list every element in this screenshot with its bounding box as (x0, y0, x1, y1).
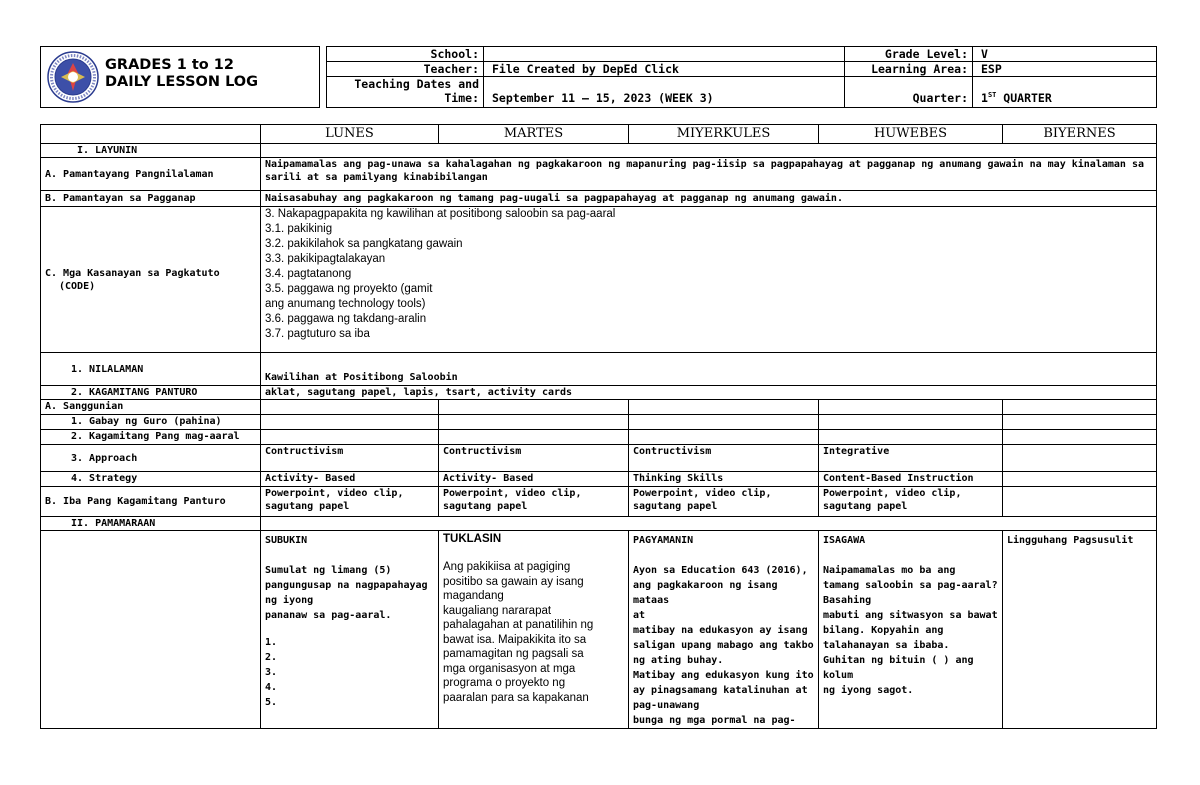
approach-miyerkules: Contructivism (629, 445, 819, 472)
approach-row (41, 445, 1157, 472)
pamamaraan-lunes (261, 531, 439, 729)
kasanayan-value: 3. Nakapagpapakita ng kawilihan at positibong saloobin sa pag-aaral 3.1. pakikinig 3.2. pakikilahok sa pangkatang gawain 3.3. pakikipagtalakayan 3.4. pagtatanong 3.5. paggawa ng proyekto (gamit ang anumang technology tools) 3.6. paggawa ng takdang-aralin 3.7. pagtuturo sa iba (261, 207, 1157, 353)
day-biyernes: BIYERNES (1003, 125, 1157, 144)
layunin-label: I. LAYUNIN (41, 144, 261, 158)
iba-pang-kagamitan-row (41, 487, 1157, 517)
pamamaraan-martes (439, 531, 629, 729)
iba-miyerkules: Powerpoint, video clip, sagutang papel (629, 487, 819, 517)
iba-lunes: Powerpoint, video clip, sagutang papel (261, 487, 439, 517)
pamamaraan-row (41, 517, 1157, 531)
strategy-lunes: Activity- Based (261, 472, 439, 487)
teacher-value: File Created by DepEd Click (484, 62, 845, 77)
quarter-label: Quarter: (845, 77, 973, 108)
quarter-value: 1ST QUARTER (973, 77, 1157, 108)
pamantayang-pangnilalaman-label: A. Pamantayang Pangnilalaman (41, 158, 261, 191)
isagawa-title: ISAGAWA (823, 535, 866, 546)
kagamitan-label: 2. KAGAMITANG PANTURO (41, 386, 261, 400)
pamantayang-pangnilalaman-value: Naipamamalas ang pag-unawa sa kahalagahan ng pagkakaroon ng mapanuring pag-iisip sa pagpapahayag at pagganap ng anumang gawain na may kinalaman sa sarili at sa pamilyang kinabibilangan (261, 158, 1157, 191)
pamamaraan-huwebes (819, 531, 1003, 729)
strategy-biyernes (1003, 472, 1157, 487)
iba-martes: Powerpoint, video clip, sagutang papel (439, 487, 629, 517)
strategy-label: 4. Strategy (41, 472, 261, 487)
pamamaraan-label: II. PAMAMARAAN (41, 517, 261, 531)
pamantayang-pangnilalaman-row (41, 158, 1157, 191)
iba-pang-kagamitan-label: B. Iba Pang Kagamitang Panturo (41, 487, 261, 517)
learning-area-value: ESP (973, 62, 1157, 77)
pamamaraan-content-row (41, 531, 1157, 729)
approach-martes: Contructivism (439, 445, 629, 472)
pamantayan-pagganap-row (41, 191, 1157, 207)
strategy-huwebes: Content-Based Instruction (819, 472, 1003, 487)
subukin-numbers: 1. 2. 3. 4. 5. (265, 637, 278, 708)
layunin-row (41, 144, 1157, 158)
lesson-log-table (40, 124, 1157, 729)
teacher-label: Teacher: (327, 62, 484, 77)
approach-biyernes (1003, 445, 1157, 472)
approach-lunes: Contructivism (261, 445, 439, 472)
sanggunian-label: A. Sanggunian (41, 400, 261, 415)
kagamitang-pang-row (41, 430, 1157, 445)
grade-level-label: Grade Level: (845, 47, 973, 62)
strategy-miyerkules: Thinking Skills (629, 472, 819, 487)
sanggunian-row (41, 400, 1157, 415)
strategy-row (41, 472, 1157, 487)
day-header-row (41, 125, 1157, 144)
gabay-row (41, 415, 1157, 430)
lingguhang-pagsusulit-title: Lingguhang Pagsusulit (1007, 535, 1134, 546)
kagamitang-pang-label: 2. Kagamitang Pang mag-aaral (41, 430, 261, 445)
strategy-martes: Activity- Based (439, 472, 629, 487)
teaching-dates-value: September 11 – 15, 2023 (WEEK 3) (484, 77, 845, 108)
header-info-table (326, 46, 1157, 108)
tuklasin-title: TUKLASIN (443, 533, 502, 545)
iba-biyernes (1003, 487, 1157, 517)
tuklasin-text: Ang pakikiisa at pagiging positibo sa gawain ay isang magandang kaugaliang nararapat pahalagahan at panatilihin ng bawat isa. Maipakikita ito sa pamamagitan ng pagsali sa mga organisasyon at mga programa o proyekto ng paaralan para sa kapakanan (443, 561, 594, 704)
day-miyerkules: MIYERKULES (629, 125, 819, 144)
nilalaman-row (41, 353, 1157, 386)
kasanayan-label: C. Mga Kasanayan sa Pagkatuto (CODE) (41, 207, 261, 353)
blank-header-cell (41, 125, 261, 144)
pagyamanin-title: PAGYAMANIN (633, 535, 694, 546)
school-value (484, 47, 845, 62)
pamamaraan-biyernes (1003, 531, 1157, 729)
gabay-label: 1. Gabay ng Guro (pahina) (41, 415, 261, 430)
title-line-2: DAILY LESSON LOG (105, 74, 259, 90)
isagawa-text: Naipamamalas mo ba ang tamang saloobin sa pag-aaral? Basahing mabuti ang sitwasyon sa bawat bilang. Kopyahin ang talahanayan sa ibaba. Guhitan ng bituin ( ) ang kolum ng iyong sagot. (823, 565, 998, 696)
nilalaman-value: Kawilihan at Positibong Saloobin (261, 353, 1157, 386)
day-huwebes: HUWEBES (819, 125, 1003, 144)
kasanayan-row (41, 207, 1157, 353)
pamantayan-pagganap-label: B. Pamantayan sa Pagganap (41, 191, 261, 207)
grade-level-value: V (973, 47, 1157, 62)
deped-seal-icon (47, 51, 99, 103)
kagamitan-value: aklat, sagutang papel, lapis, tsart, activity cards (261, 386, 1157, 400)
subukin-title: SUBUKIN (265, 535, 308, 546)
nilalaman-label: 1. NILALAMAN (41, 353, 261, 386)
pamamaraan-miyerkules (629, 531, 819, 729)
header-title-box (40, 46, 320, 108)
day-martes: MARTES (439, 125, 629, 144)
iba-huwebes: Powerpoint, video clip, sagutang papel (819, 487, 1003, 517)
pamantayan-pagganap-value: Naisasabuhay ang pagkakaroon ng tamang pag-uugali sa pagpapahayag at pagganap ng anumang gawain. (261, 191, 1157, 207)
learning-area-label: Learning Area: (845, 62, 973, 77)
pagyamanin-text: Ayon sa Education 643 (2016), ang pagkakaroon ng isang mataas at matibay na edukasyon ay isang saligan upang mabago ang takbo ng ating buhay. Matibay ang edukasyon kung ito ay pinagsamang katalinuhan at pag-unawang bunga ng mga pormal na pag- (633, 565, 814, 726)
subukin-text: Sumulat ng limang (5) pangungusap na nagpapahayag ng iyong pananaw sa pag-aaral. (265, 565, 428, 621)
approach-label: 3. Approach (41, 445, 261, 472)
approach-huwebes: Integrative (819, 445, 1003, 472)
school-label: School: (327, 47, 484, 62)
kagamitan-row (41, 386, 1157, 400)
teaching-dates-label: Teaching Dates and Time: (327, 77, 484, 108)
day-lunes: LUNES (261, 125, 439, 144)
title-line-1: GRADES 1 to 12 (105, 57, 234, 73)
